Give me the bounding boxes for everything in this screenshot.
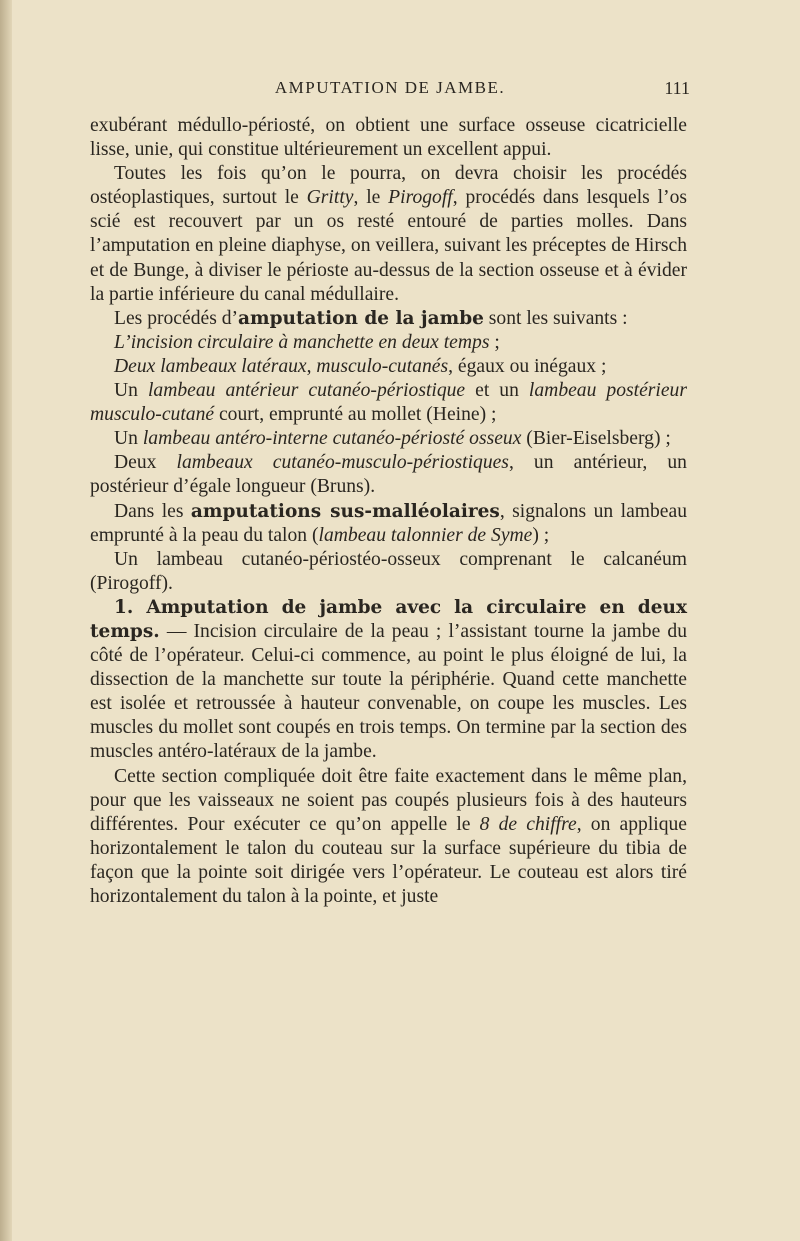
text-run: (Bier-Eiselsberg) ;	[521, 428, 671, 450]
italic-text: Pirogoff	[388, 187, 453, 209]
text-run: , signalons un lambeau emprunté à la peau du talon (	[90, 500, 687, 546]
paragraph	[90, 162, 687, 307]
text-run: — Incision circulaire de la peau ; l’assistant tourne la jambe du côté de l’opérateur. Celui-ci commence, au point le plus éloigné de lui, la dissection de la manchette sur toute la périphérie. Quand cette manchette est isolée et retroussée à hauteur convenable, on coupe les muscles. Les muscles du mollet sont coupés en trois temps. On termine par la section des muscles antéro-latéraux de la jambe.	[90, 620, 687, 763]
text-run: , un antérieur, un postérieur d’égale longueur (Bruns).	[90, 452, 687, 498]
italic-text: 8 de chiffre	[479, 813, 577, 835]
paragraph	[90, 114, 687, 162]
page-edge	[0, 0, 12, 1241]
bold-text: amputations sus-malléolaires	[190, 500, 500, 522]
paragraph	[90, 451, 687, 499]
text-run: , procédés dans lesquels l’os scié est recouvert par un os resté entouré de parties molles. Dans l’amputation en pleine diaphyse, on veillera, suivant les préceptes de Hirsch et de Bunge, à diviser le périoste au-dessus de la section osseuse et à évider la partie inférieure du canal médullaire.	[90, 187, 687, 305]
paragraph	[90, 765, 687, 910]
italic-text: Gritty	[306, 187, 354, 209]
paragraph	[90, 307, 687, 331]
paragraph	[90, 596, 687, 765]
italic-text: lambeaux cutanéo-musculo-périostiques	[176, 452, 509, 474]
text-run: Les procédés d’	[114, 307, 239, 329]
paragraph	[90, 355, 687, 379]
bold-text: 1. Amputation de jambe avec la circulaire en deux temps.	[90, 596, 687, 642]
italic-text: lambeau talonnier de Syme	[318, 524, 533, 546]
text-run: Toutes les fois qu’on le pourra, on devra choisir les procédés ostéoplastiques, surtout le	[90, 163, 687, 209]
text-run: Un lambeau cutanéo-périostéo-osseux comprenant le calcanéum (Pirogoff).	[90, 548, 687, 594]
text-run: , égaux ou inégaux ;	[448, 355, 607, 377]
paragraph	[90, 427, 687, 451]
paragraph	[90, 500, 687, 548]
text-run: Deux	[114, 452, 177, 474]
paragraph	[90, 548, 687, 596]
italic-text: lambeau postérieur musculo-cutané	[90, 380, 687, 426]
italic-text: musculo-cutanés	[316, 355, 449, 377]
text-run: Dans les	[114, 500, 191, 522]
page-number: 111	[664, 78, 690, 98]
italic-text: lambeau antéro-interne cutanéo-périosté osseux	[142, 428, 522, 450]
running-header	[90, 78, 690, 102]
bold-text: amputation de la jambe	[238, 307, 484, 329]
italic-text: L’incision circulaire à manchette en deux temps	[114, 331, 490, 353]
body-text	[90, 114, 687, 909]
text-run: ;	[489, 331, 500, 353]
italic-text: lambeau antérieur cutanéo-périostique	[147, 380, 466, 402]
header-title: AMPUTATION DE JAMBE.	[274, 78, 506, 97]
text-run: et un	[465, 380, 529, 402]
italic-text: Deux lambeaux latéraux	[114, 355, 307, 377]
text-run: exubérant médullo-périosté, on obtient une surface osseuse cicatricielle lisse, unie, qui constitue ultérieurement un excellent appui.	[90, 115, 687, 161]
paragraph	[90, 379, 687, 427]
paragraph	[90, 331, 687, 355]
text-run: sont les suivants :	[483, 307, 628, 329]
text-run: , on applique horizontalement le talon du couteau sur la surface supérieure du tibia de façon que la pointe soit dirigée vers l’opérateur. Le couteau est alors tiré horizontalement du talon à la pointe, et juste	[90, 813, 687, 907]
text-run: Un	[114, 380, 148, 402]
text-run: ) ;	[532, 524, 550, 546]
text-run: ,	[306, 355, 317, 377]
text-run: Cette section compliquée doit être faite exactement dans le même plan, pour que les vaisseaux ne soient pas coupés plusieurs fois à des hauteurs différentes. Pour exécuter ce qu’on appelle le	[90, 765, 687, 835]
text-run: Un	[114, 428, 143, 450]
text-run: court, emprunté au mollet (Heine) ;	[214, 404, 497, 426]
text-run: , le	[353, 187, 389, 209]
